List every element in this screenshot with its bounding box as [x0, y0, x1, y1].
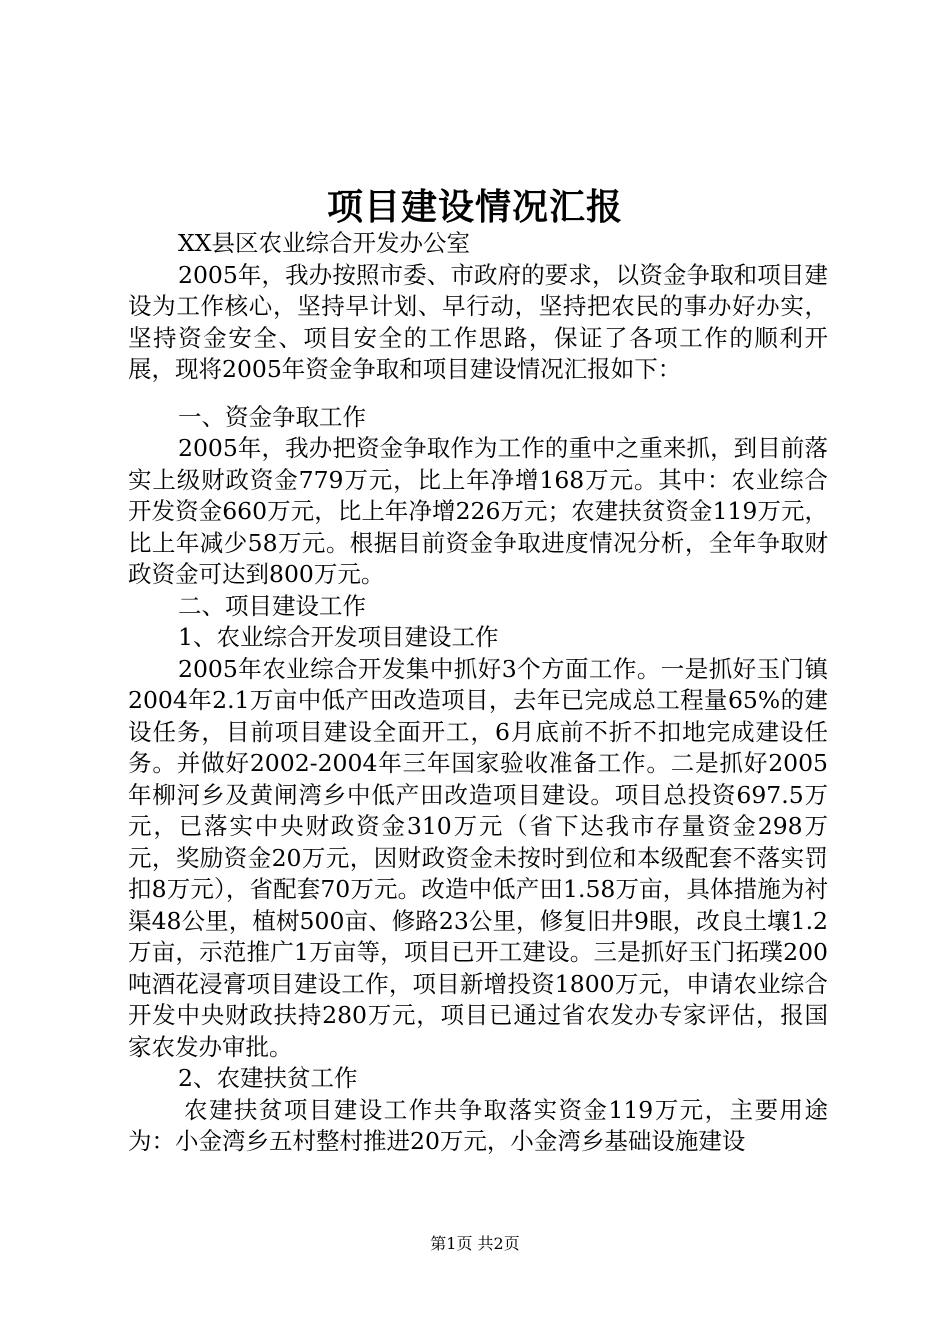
office-name: XX县区农业综合开发办公室 [178, 229, 470, 257]
page-number-footer: 第1页 共2页 [430, 1234, 520, 1253]
section-heading-projects: 二、项目建设工作 [178, 591, 366, 620]
section-heading-funding: 一、资金争取工作 [178, 402, 366, 431]
document-title: 项目建设情况汇报 [326, 186, 623, 228]
funding-paragraph: 2005年，我办把资金争取作为工作的重中之重来抓，到目前落实上级财政资金779万元，比上年净增168万元。其中：农业综合开发资金660万元，比上年净增226万元；农建扶贫资金119万元，比上年减少58万元。根据目前资金争取进度情况分析，全年争取财政资金可达到800万元。 [128, 434, 828, 588]
document-body [128, 228, 828, 1158]
agri-dev-paragraph: 2005年农业综合开发集中抓好3个方面工作。一是抓好玉门镇2004年2.1万亩中低产田改造项目，去年已完成总工程量65%的建设任务，目前项目建设全面开工，6月底前不折不扣地完成建设任务。并做好2002-2004年三年国家验收准备工作。二是抓好2005年柳河乡及黄闸湾乡中低产田改造项目建设。项目总投资697.5万元，已落实中央财政资金310万元（省下达我市存量资金298万元，奖励资金20万元，因财政资金未按时到位和本级配套不落实罚扣8万元），省配套70万元。改造中低产田1.58万亩，具体措施为衬渠48公里，植树500亩、修路23公里，修复旧井9眼，改良土壤1.2万亩，示范推广1万亩等，项目已开工建设。三是抓好玉门拓璞200吨酒花浸膏项目建设工作，项目新增投资1800万元，申请农业综合开发中央财政扶持280万元，项目已通过省农发办专家评估，报国家农发办审批。 [128, 654, 828, 1061]
subsection-heading-agri-dev: 1、农业综合开发项目建设工作 [178, 623, 499, 651]
poverty-paragraph: 农建扶贫项目建设工作共争取落实资金119万元，主要用途为：小金湾乡五村整村推进20万元，小金湾乡基础设施建设 [128, 1095, 828, 1155]
intro-paragraph: 2005年，我办按照市委、市政府的要求，以资金争取和项目建设为工作核心，坚持早计划、早行动，坚持把农民的事办好办实，坚持资金安全、项目安全的工作思路，保证了各项工作的顺利开展，现将2005年资金争取和项目建设情况汇报如下： [128, 260, 828, 383]
subsection-heading-poverty: 2、农建扶贫工作 [178, 1064, 358, 1092]
